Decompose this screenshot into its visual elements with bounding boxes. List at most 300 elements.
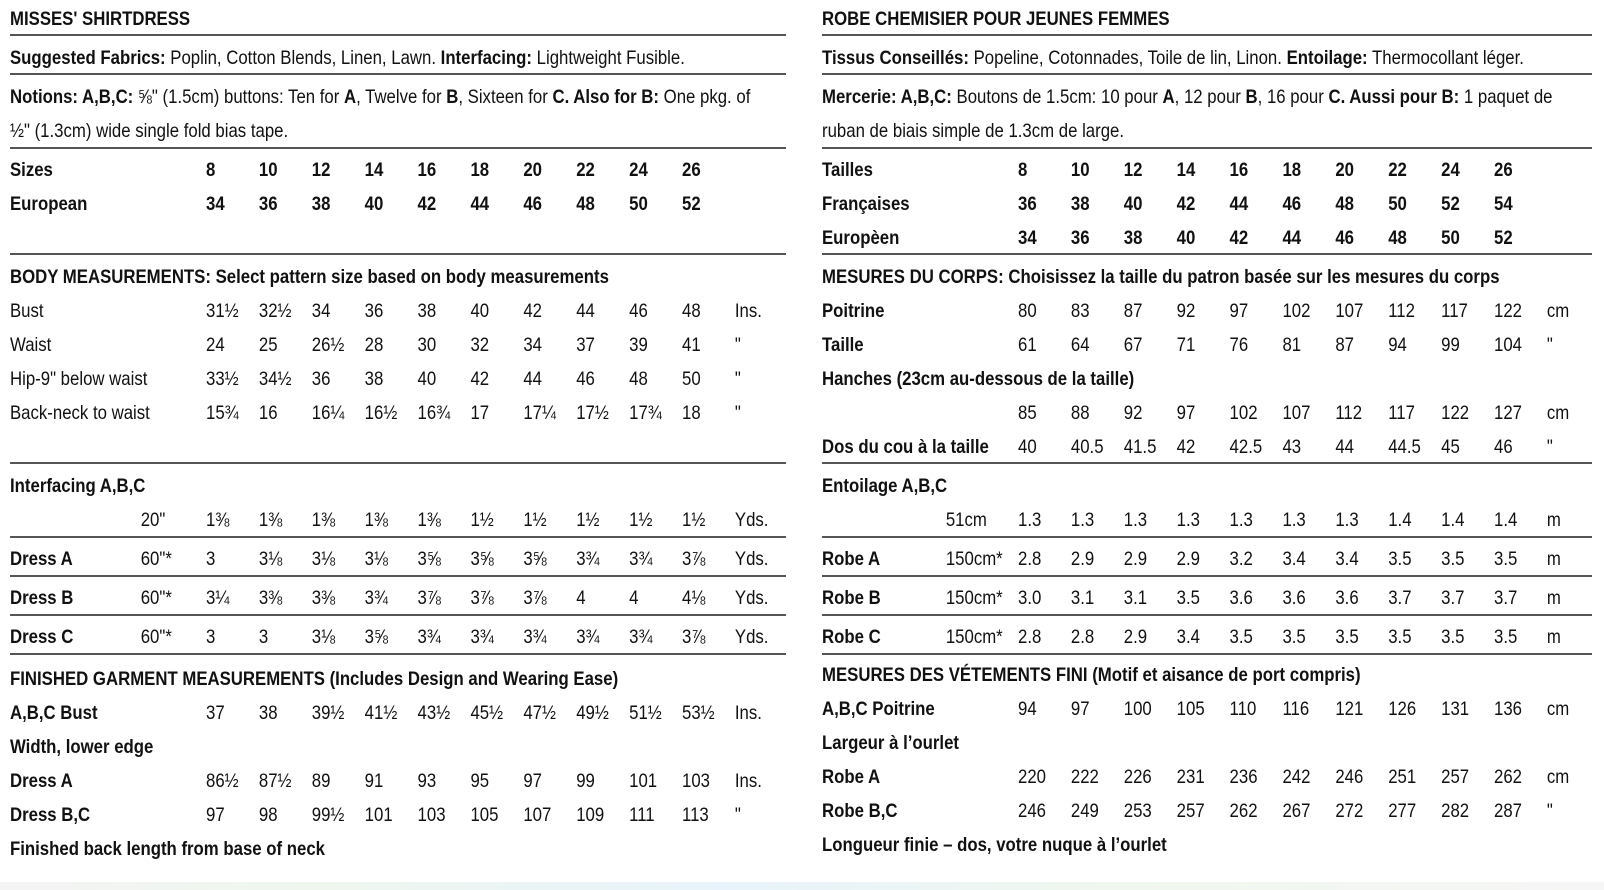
unit-label: Ins. bbox=[734, 770, 762, 792]
largeur-label: Largeur à l’ourlet bbox=[822, 732, 959, 754]
value-cell: 12 bbox=[1123, 159, 1143, 181]
unit-label: Yds. bbox=[734, 587, 769, 609]
value-cell: 3.5 bbox=[1282, 626, 1306, 648]
value-cell: 46 bbox=[1335, 227, 1355, 249]
value-cell: 38 bbox=[1123, 227, 1143, 249]
mercerie-c: C. bbox=[1328, 86, 1346, 108]
value-cell: 3.5 bbox=[1441, 626, 1465, 648]
value-cell: 3.1 bbox=[1123, 587, 1148, 609]
value-cell: 1⅜ bbox=[258, 509, 283, 531]
unit-label: Yds. bbox=[734, 626, 769, 648]
value-cell: 262 bbox=[1229, 800, 1258, 822]
unit-label: Ins. bbox=[734, 300, 762, 322]
value-cell: 33½ bbox=[205, 368, 239, 390]
value-cell: 8 bbox=[1017, 159, 1028, 181]
row-label: A,B,C Bust bbox=[10, 702, 98, 724]
mercerie-text: Boutons de 1.5cm: 10 pour bbox=[951, 86, 1163, 108]
row-label: Dress B,C bbox=[10, 804, 91, 826]
fabric-width: 150cm* bbox=[945, 587, 1003, 609]
value-cell: 92 bbox=[1123, 402, 1143, 424]
mercerie-a: A bbox=[1162, 86, 1175, 108]
value-cell: 50 bbox=[629, 193, 648, 215]
row-label: Robe B,C bbox=[822, 800, 898, 822]
fabric-width: 60"* bbox=[140, 587, 172, 609]
value-cell: 99 bbox=[1441, 334, 1460, 356]
value-cell: 16 bbox=[417, 159, 437, 181]
value-cell: 103 bbox=[417, 804, 446, 826]
value-cell: 14 bbox=[364, 159, 384, 181]
value-cell: 1½ bbox=[523, 509, 547, 531]
divider bbox=[10, 147, 786, 149]
value-cell: 222 bbox=[1070, 766, 1099, 788]
value-cell: 1½ bbox=[682, 509, 706, 531]
divider bbox=[10, 653, 786, 655]
row-label: Taille bbox=[822, 334, 864, 356]
value-cell: 40 bbox=[1017, 436, 1037, 458]
value-cell: 26 bbox=[682, 159, 701, 181]
value-cell: 93 bbox=[417, 770, 437, 792]
row-label: Robe B bbox=[822, 587, 881, 609]
value-cell: 3⅜ bbox=[311, 587, 336, 609]
value-cell: 45 bbox=[1441, 436, 1460, 458]
value-cell: 242 bbox=[1282, 766, 1311, 788]
notions-text: ⅝" (1.5cm) buttons: Ten for bbox=[133, 86, 344, 108]
right-notions-line1 bbox=[822, 82, 1553, 112]
mesures-vetements-header: MESURES DES VÉTEMENTS FINI (Motif et aisance de port compris) bbox=[822, 664, 1361, 686]
value-cell: 4 bbox=[629, 587, 639, 609]
value-cell: 54 bbox=[1494, 193, 1513, 215]
value-cell: 18 bbox=[682, 402, 701, 424]
value-cell: 3¾ bbox=[364, 587, 388, 609]
value-cell: 18 bbox=[470, 159, 490, 181]
row-label: Dress A bbox=[10, 770, 73, 792]
fabric-width: 51cm bbox=[945, 509, 987, 531]
value-cell: 105 bbox=[1176, 698, 1205, 720]
value-cell: 87 bbox=[1335, 334, 1355, 356]
value-cell: 2.9 bbox=[1070, 548, 1095, 570]
value-cell: 89 bbox=[311, 770, 331, 792]
value-cell: 52 bbox=[1494, 227, 1513, 249]
value-cell: 37 bbox=[205, 702, 225, 724]
divider bbox=[822, 653, 1592, 655]
value-cell: 87 bbox=[1123, 300, 1143, 322]
value-cell: 40 bbox=[470, 300, 490, 322]
value-cell: 22 bbox=[576, 159, 595, 181]
value-cell: 16¾ bbox=[417, 402, 451, 424]
value-cell: 220 bbox=[1017, 766, 1046, 788]
row-label: European bbox=[10, 193, 88, 215]
fabrics-label: Suggested Fabrics: bbox=[10, 47, 166, 69]
value-cell: 122 bbox=[1494, 300, 1522, 322]
value-cell: 116 bbox=[1282, 698, 1310, 720]
value-cell: 48 bbox=[629, 368, 648, 390]
unit-label: m bbox=[1546, 548, 1561, 570]
value-cell: 3⅝ bbox=[364, 626, 388, 648]
value-cell: 102 bbox=[1282, 300, 1311, 322]
value-cell: 1.3 bbox=[1229, 509, 1253, 531]
value-cell: 22 bbox=[1388, 159, 1407, 181]
value-cell: 257 bbox=[1176, 800, 1205, 822]
fabric-width: 150cm* bbox=[945, 548, 1003, 570]
value-cell: 3.5 bbox=[1494, 548, 1518, 570]
value-cell: 92 bbox=[1176, 300, 1196, 322]
value-cell: 127 bbox=[1494, 402, 1522, 424]
divider bbox=[822, 34, 1592, 36]
row-label: Poitrine bbox=[822, 300, 885, 322]
value-cell: 85 bbox=[1017, 402, 1037, 424]
value-cell: 1⅜ bbox=[205, 509, 230, 531]
value-cell: 32 bbox=[470, 334, 490, 356]
value-cell: 3.5 bbox=[1176, 587, 1200, 609]
divider bbox=[10, 462, 786, 464]
mercerie-text: , 16 pour bbox=[1257, 86, 1329, 108]
value-cell: 112 bbox=[1388, 300, 1415, 322]
row-label: Robe A bbox=[822, 766, 881, 788]
value-cell: 16 bbox=[258, 402, 278, 424]
aussi-pour-b-label: Aussi pour B: bbox=[1345, 86, 1460, 108]
value-cell: 36 bbox=[258, 193, 278, 215]
value-cell: 236 bbox=[1229, 766, 1258, 788]
value-cell: 3.5 bbox=[1388, 626, 1412, 648]
value-cell: 43½ bbox=[417, 702, 451, 724]
value-cell: 105 bbox=[470, 804, 499, 826]
value-cell: 1.3 bbox=[1017, 509, 1042, 531]
value-cell: 112 bbox=[1335, 402, 1363, 424]
value-cell: 131 bbox=[1441, 698, 1470, 720]
interfacing-value: Lightweight Fusible. bbox=[531, 47, 685, 69]
value-cell: 45½ bbox=[470, 702, 504, 724]
value-cell: 98 bbox=[258, 804, 278, 826]
mesures-du-corps-header: MESURES DU CORPS: Choisissez la taille du patron basée sur les mesures du corps bbox=[822, 266, 1500, 288]
value-cell: 3 bbox=[205, 626, 216, 648]
row-label: Dress A bbox=[10, 548, 73, 570]
value-cell: 38 bbox=[364, 368, 384, 390]
value-cell: 257 bbox=[1441, 766, 1470, 788]
value-cell: 32½ bbox=[258, 300, 292, 322]
value-cell: 16½ bbox=[364, 402, 398, 424]
value-cell: 48 bbox=[1388, 227, 1407, 249]
value-cell: 44 bbox=[576, 300, 595, 322]
value-cell: 41 bbox=[682, 334, 701, 356]
value-cell: 37 bbox=[576, 334, 595, 356]
value-cell: 1½ bbox=[576, 509, 600, 531]
row-label: Back-neck to waist bbox=[10, 402, 150, 424]
value-cell: 267 bbox=[1282, 800, 1311, 822]
unit-label: cm bbox=[1546, 300, 1570, 322]
value-cell: 41½ bbox=[364, 702, 398, 724]
mercerie-b: B bbox=[1245, 86, 1258, 108]
value-cell: 3.5 bbox=[1494, 626, 1518, 648]
value-cell: 71 bbox=[1176, 334, 1196, 356]
unit-label: " bbox=[734, 804, 741, 826]
value-cell: 51½ bbox=[629, 702, 662, 724]
unit-label: m bbox=[1546, 509, 1561, 531]
value-cell: 46 bbox=[523, 193, 543, 215]
value-cell: 121 bbox=[1335, 698, 1364, 720]
value-cell: 3.6 bbox=[1335, 587, 1359, 609]
value-cell: 3.7 bbox=[1388, 587, 1412, 609]
value-cell: 24 bbox=[205, 334, 225, 356]
row-label: Dress C bbox=[10, 626, 74, 648]
value-cell: 38 bbox=[311, 193, 331, 215]
value-cell: 3.4 bbox=[1282, 548, 1306, 570]
value-cell: 39½ bbox=[311, 702, 345, 724]
value-cell: 117 bbox=[1441, 300, 1468, 322]
value-cell: 86½ bbox=[205, 770, 239, 792]
value-cell: 1.3 bbox=[1070, 509, 1095, 531]
value-cell: 101 bbox=[629, 770, 658, 792]
notions-text: , Sixteen for bbox=[458, 86, 553, 108]
value-cell: 3.0 bbox=[1017, 587, 1042, 609]
value-cell: 46 bbox=[1494, 436, 1513, 458]
fabric-width: 60"* bbox=[140, 626, 172, 648]
value-cell: 76 bbox=[1229, 334, 1249, 356]
value-cell: 249 bbox=[1070, 800, 1099, 822]
value-cell: 126 bbox=[1388, 698, 1417, 720]
row-label: Sizes bbox=[10, 159, 53, 181]
value-cell: 97 bbox=[523, 770, 543, 792]
unit-label: " bbox=[734, 402, 741, 424]
value-cell: 3⅛ bbox=[311, 626, 336, 648]
value-cell: 40.5 bbox=[1070, 436, 1104, 458]
value-cell: 38 bbox=[417, 300, 437, 322]
value-cell: 99 bbox=[576, 770, 595, 792]
value-cell: 34 bbox=[523, 334, 543, 356]
value-cell: 46 bbox=[1282, 193, 1302, 215]
value-cell: 109 bbox=[576, 804, 605, 826]
divider bbox=[822, 253, 1592, 255]
value-cell: 50 bbox=[1441, 227, 1460, 249]
value-cell: 3¾ bbox=[576, 548, 600, 570]
value-cell: 8 bbox=[205, 159, 216, 181]
value-cell: 67 bbox=[1123, 334, 1143, 356]
value-cell: 3.7 bbox=[1494, 587, 1518, 609]
unit-label: " bbox=[1546, 334, 1553, 356]
row-label: Hip-9" below waist bbox=[10, 368, 148, 390]
value-cell: 83 bbox=[1070, 300, 1090, 322]
value-cell: 49½ bbox=[576, 702, 609, 724]
unit-label: cm bbox=[1546, 766, 1570, 788]
value-cell: 26½ bbox=[311, 334, 345, 356]
value-cell: 3.5 bbox=[1335, 626, 1359, 648]
value-cell: 2.9 bbox=[1123, 548, 1148, 570]
value-cell: 3¾ bbox=[629, 548, 653, 570]
value-cell: 111 bbox=[629, 804, 655, 826]
value-cell: 110 bbox=[1229, 698, 1257, 720]
value-cell: 99½ bbox=[311, 804, 345, 826]
value-cell: 24 bbox=[629, 159, 648, 181]
value-cell: 44 bbox=[1282, 227, 1302, 249]
mercerie-label: Mercerie: A,B,C: bbox=[822, 86, 952, 108]
notions-c: C. bbox=[552, 86, 570, 108]
unit-label: cm bbox=[1546, 402, 1570, 424]
left-notions-line2: ½" (1.3cm) wide single fold bias tape. bbox=[10, 120, 289, 142]
also-for-b-label: Also for B: bbox=[569, 86, 659, 108]
value-cell: 1.4 bbox=[1494, 509, 1518, 531]
value-cell: 101 bbox=[364, 804, 393, 826]
fabric-width: 20" bbox=[140, 509, 166, 531]
value-cell: 3.5 bbox=[1388, 548, 1412, 570]
row-label: Bust bbox=[10, 300, 44, 322]
value-cell: 39 bbox=[629, 334, 648, 356]
tissus-label: Tissus Conseillés: bbox=[822, 47, 969, 69]
value-cell: 94 bbox=[1017, 698, 1037, 720]
value-cell: 3.4 bbox=[1176, 626, 1200, 648]
value-cell: 4 bbox=[576, 587, 586, 609]
divider bbox=[822, 536, 1592, 538]
value-cell: 52 bbox=[682, 193, 701, 215]
value-cell: 103 bbox=[682, 770, 710, 792]
value-cell: 17 bbox=[470, 402, 490, 424]
value-cell: 3 bbox=[205, 548, 216, 570]
divider bbox=[10, 614, 786, 616]
value-cell: 3.5 bbox=[1229, 626, 1253, 648]
value-cell: 80 bbox=[1017, 300, 1037, 322]
value-cell: 88 bbox=[1070, 402, 1090, 424]
value-cell: 1⅜ bbox=[417, 509, 441, 531]
value-cell: 28 bbox=[364, 334, 384, 356]
value-cell: 52 bbox=[1441, 193, 1460, 215]
value-cell: 3¾ bbox=[523, 626, 547, 648]
entoilage-header: Entoilage A,B,C bbox=[822, 475, 948, 497]
value-cell: 3⅞ bbox=[470, 587, 494, 609]
value-cell: 42 bbox=[1176, 193, 1196, 215]
value-cell: 2.8 bbox=[1017, 548, 1042, 570]
value-cell: 1½ bbox=[629, 509, 653, 531]
value-cell: 48 bbox=[1335, 193, 1355, 215]
value-cell: 26 bbox=[1494, 159, 1513, 181]
value-cell: 31½ bbox=[205, 300, 239, 322]
divider bbox=[10, 536, 786, 538]
entoilage-value: Thermocollant léger. bbox=[1367, 47, 1524, 69]
value-cell: 272 bbox=[1335, 800, 1364, 822]
value-cell: 41.5 bbox=[1123, 436, 1157, 458]
value-cell: 46 bbox=[576, 368, 595, 390]
value-cell: 3¾ bbox=[576, 626, 600, 648]
value-cell: 3.6 bbox=[1282, 587, 1306, 609]
value-cell: 2.9 bbox=[1123, 626, 1148, 648]
value-cell: 34½ bbox=[258, 368, 292, 390]
notions-b: B bbox=[446, 86, 459, 108]
row-label: Robe A bbox=[822, 548, 881, 570]
value-cell: 15¾ bbox=[205, 402, 239, 424]
divider bbox=[10, 253, 786, 255]
value-cell: 2.8 bbox=[1070, 626, 1095, 648]
value-cell: 3.5 bbox=[1441, 548, 1465, 570]
notions-label: Notions: A,B,C: bbox=[10, 86, 134, 108]
right-fabrics-line bbox=[822, 43, 1524, 73]
value-cell: 4⅛ bbox=[682, 587, 706, 609]
divider bbox=[10, 575, 786, 577]
longueur-label: Longueur finie – dos, votre nuque à l’ourlet bbox=[822, 834, 1167, 856]
value-cell: 3.1 bbox=[1070, 587, 1095, 609]
value-cell: 17¾ bbox=[629, 402, 662, 424]
value-cell: 3⅜ bbox=[258, 587, 283, 609]
value-cell: 3.2 bbox=[1229, 548, 1253, 570]
value-cell: 3⅝ bbox=[523, 548, 547, 570]
value-cell: 3¾ bbox=[629, 626, 653, 648]
value-cell: 3⅝ bbox=[470, 548, 494, 570]
value-cell: 48 bbox=[682, 300, 701, 322]
right-notions-line2: ruban de biais simple de 1.3cm de large. bbox=[822, 120, 1125, 142]
value-cell: 50 bbox=[1388, 193, 1407, 215]
value-cell: 42 bbox=[1176, 436, 1196, 458]
value-cell: 40 bbox=[364, 193, 384, 215]
value-cell: 94 bbox=[1388, 334, 1407, 356]
value-cell: 24 bbox=[1441, 159, 1460, 181]
value-cell: 3¾ bbox=[470, 626, 494, 648]
value-cell: 16¼ bbox=[311, 402, 345, 424]
value-cell: 97 bbox=[205, 804, 225, 826]
value-cell: 87½ bbox=[258, 770, 292, 792]
value-cell: 282 bbox=[1441, 800, 1470, 822]
value-cell: 42 bbox=[1229, 227, 1249, 249]
value-cell: 91 bbox=[364, 770, 384, 792]
value-cell: 253 bbox=[1123, 800, 1152, 822]
value-cell: 97 bbox=[1070, 698, 1090, 720]
value-cell: 46 bbox=[629, 300, 648, 322]
value-cell: 287 bbox=[1494, 800, 1522, 822]
value-cell: 3⅞ bbox=[682, 548, 706, 570]
row-label: Tailles bbox=[822, 159, 873, 181]
value-cell: 1.3 bbox=[1282, 509, 1306, 531]
value-cell: 107 bbox=[1335, 300, 1364, 322]
value-cell: 226 bbox=[1123, 766, 1152, 788]
value-cell: 2.8 bbox=[1017, 626, 1042, 648]
value-cell: 3⅝ bbox=[417, 548, 441, 570]
tissus-value: Popeline, Cotonnades, Toile de lin, Linon. bbox=[968, 47, 1287, 69]
value-cell: 262 bbox=[1494, 766, 1522, 788]
row-label: Françaises bbox=[822, 193, 910, 215]
value-cell: 40 bbox=[417, 368, 437, 390]
entoilage-label: Entoilage: bbox=[1286, 47, 1368, 69]
value-cell: 1⅜ bbox=[364, 509, 388, 531]
left-title: MISSES' SHIRTDRESS bbox=[10, 8, 191, 30]
value-cell: 81 bbox=[1282, 334, 1302, 356]
value-cell: 16 bbox=[1229, 159, 1249, 181]
value-cell: 3.6 bbox=[1229, 587, 1253, 609]
value-cell: 277 bbox=[1388, 800, 1417, 822]
value-cell: 2.9 bbox=[1176, 548, 1200, 570]
value-cell: 34 bbox=[205, 193, 225, 215]
value-cell: 246 bbox=[1017, 800, 1046, 822]
body-measurements-header: BODY MEASUREMENTS: Select pattern size based on body measurements bbox=[10, 266, 609, 288]
value-cell: 3 bbox=[258, 626, 269, 648]
value-cell: 44 bbox=[1229, 193, 1249, 215]
value-cell: 36 bbox=[1070, 227, 1090, 249]
fabric-width: 60"* bbox=[140, 548, 172, 570]
value-cell: 53½ bbox=[682, 702, 715, 724]
interfacing-header: Interfacing A,B,C bbox=[10, 475, 146, 497]
unit-label: Ins. bbox=[734, 702, 762, 724]
value-cell: 34 bbox=[1017, 227, 1037, 249]
value-cell: 44 bbox=[523, 368, 543, 390]
value-cell: 3.4 bbox=[1335, 548, 1359, 570]
divider bbox=[10, 73, 786, 75]
value-cell: 3⅛ bbox=[258, 548, 283, 570]
value-cell: 3⅛ bbox=[364, 548, 388, 570]
value-cell: 44.5 bbox=[1388, 436, 1421, 458]
value-cell: 136 bbox=[1494, 698, 1522, 720]
unit-label: cm bbox=[1546, 698, 1570, 720]
unit-label: Yds. bbox=[734, 509, 769, 531]
value-cell: 97 bbox=[1176, 402, 1196, 424]
mercerie-text: , 12 pour bbox=[1174, 86, 1246, 108]
divider bbox=[10, 34, 786, 36]
value-cell: 42.5 bbox=[1229, 436, 1263, 458]
value-cell: 97 bbox=[1229, 300, 1249, 322]
value-cell: 50 bbox=[682, 368, 701, 390]
